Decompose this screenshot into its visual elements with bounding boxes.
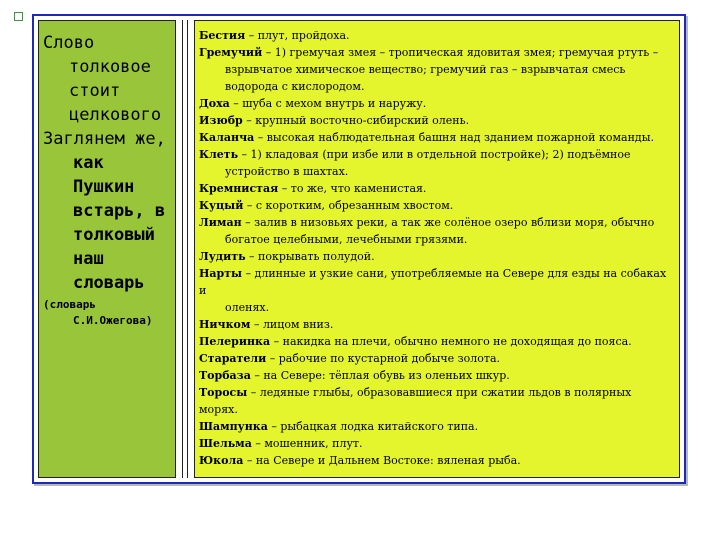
glossary-entry (199, 333, 671, 350)
glossary-definition-continuation: взрывчатое химическое вещество; гремучий газ – взрывчатая смесь водорода с кислородом. (225, 63, 626, 93)
quote-line: стоит (69, 81, 121, 101)
glossary-term: Каланча (199, 131, 255, 144)
glossary-term: Шельма (199, 437, 252, 450)
glossary-term: Изюбр (199, 114, 243, 127)
glossary-term: Юкола (199, 454, 244, 467)
glossary-entry (199, 265, 671, 316)
glossary-entry (199, 214, 671, 248)
glossary-definition: – длинные и узкие сани, употребляемые на Севере для езды на собаках и (199, 267, 667, 297)
glossary-entry (199, 452, 671, 469)
glossary-term: Нарты (199, 267, 243, 280)
quote-line: словарь (73, 273, 145, 293)
source-line: С.И.Ожегова) (73, 314, 153, 327)
quote-line: Заглянем же, (43, 129, 166, 149)
glossary-entry (199, 44, 671, 95)
glossary-definition-continuation: устройство в шахтах. (225, 165, 349, 178)
glossary-entry (199, 129, 671, 146)
quote-line: как (73, 153, 104, 173)
dictionary-source (43, 297, 171, 329)
glossary-entry (199, 180, 671, 197)
slide-frame (32, 14, 686, 484)
glossary-term: Клеть (199, 148, 239, 161)
glossary-definition: – мошенник, плут. (251, 437, 363, 450)
glossary-definition: – шуба с мехом внутрь и наружу. (229, 97, 427, 110)
glossary-definition: – высокая наблюдательная башня над зданием пожарной команды. (254, 131, 654, 144)
quote-panel (38, 20, 176, 478)
quote-line: толковый (73, 225, 155, 245)
glossary-definition: – лицом вниз. (250, 318, 334, 331)
glossary-entry (199, 146, 671, 180)
glossary-entry (199, 27, 671, 44)
glossary-entry (199, 316, 671, 333)
glossary-definition: – плут, пройдоха. (245, 29, 350, 42)
glossary-term: Торосы (199, 386, 248, 399)
glossary-entry (199, 95, 671, 112)
glossary-definition-continuation: оленях. (225, 301, 270, 314)
glossary-definition: – рыбацкая лодка китайского типа. (267, 420, 479, 433)
glossary-term: Бестия (199, 29, 246, 42)
glossary-term: Старатели (199, 352, 267, 365)
glossary-entry (199, 197, 671, 214)
glossary-definition: – 1) кладовая (при избе или в отдельной постройке); 2) подъёмное (238, 148, 631, 161)
glossary-panel (194, 20, 680, 478)
quote-line: Пушкин (73, 177, 135, 197)
glossary-term: Шампунка (199, 420, 268, 433)
quote-line: целкового (69, 105, 162, 125)
glossary-term: Доха (199, 97, 230, 110)
glossary-definition: – ледяные глыбы, образовавшиеся при сжатии льдов в полярных морях. (199, 386, 632, 416)
quote-line: толковое (69, 57, 151, 77)
glossary-definition: – крупный восточно-сибирский олень. (242, 114, 470, 127)
glossary-entry (199, 248, 671, 265)
glossary-entry (199, 435, 671, 452)
quote-line: Слово (43, 33, 95, 53)
glossary-entry (199, 418, 671, 435)
glossary-entry (199, 350, 671, 367)
glossary-entry (199, 112, 671, 129)
quote-line: наш (73, 249, 104, 269)
glossary-term: Ничком (199, 318, 251, 331)
glossary-definition: – на Севере: тёплая обувь из оленьих шкур. (250, 369, 510, 382)
glossary-term: Пелеринка (199, 335, 271, 348)
glossary-definition: – с коротким, обрезанным хвостом. (243, 199, 454, 212)
corner-square-decoration (14, 12, 23, 21)
glossary-entry (199, 367, 671, 384)
glossary-definition: – 1) гремучая змея – тропическая ядовитая змея; гремучая ртуть – (262, 46, 659, 59)
glossary-definition: – на Севере и Дальнем Востоке: вяленая рыба. (243, 454, 521, 467)
glossary-entry (199, 384, 671, 418)
glossary-term: Лиман (199, 216, 242, 229)
glossary-term: Куцый (199, 199, 244, 212)
quote-line: встарь, в (73, 201, 166, 221)
glossary-term: Торбаза (199, 369, 251, 382)
glossary-term: Кремнистая (199, 182, 279, 195)
glossary-definition-continuation: богатое целебными, лечебными грязями. (225, 233, 468, 246)
glossary-definition: – то же, что каменистая. (278, 182, 427, 195)
glossary-definition: – залив в низовьях реки, а так же солёное озеро вблизи моря, обычно (241, 216, 655, 229)
glossary-definition: – покрывать полудой. (245, 250, 375, 263)
glossary-term: Лудить (199, 250, 246, 263)
column-divider (182, 20, 188, 478)
glossary-term: Гремучий (199, 46, 263, 59)
glossary-definition: – рабочие по кустарной добыче золота. (266, 352, 501, 365)
glossary-definition: – накидка на плечи, обычно немного не доходящая до пояса. (270, 335, 632, 348)
source-line: (словарь (43, 298, 96, 311)
